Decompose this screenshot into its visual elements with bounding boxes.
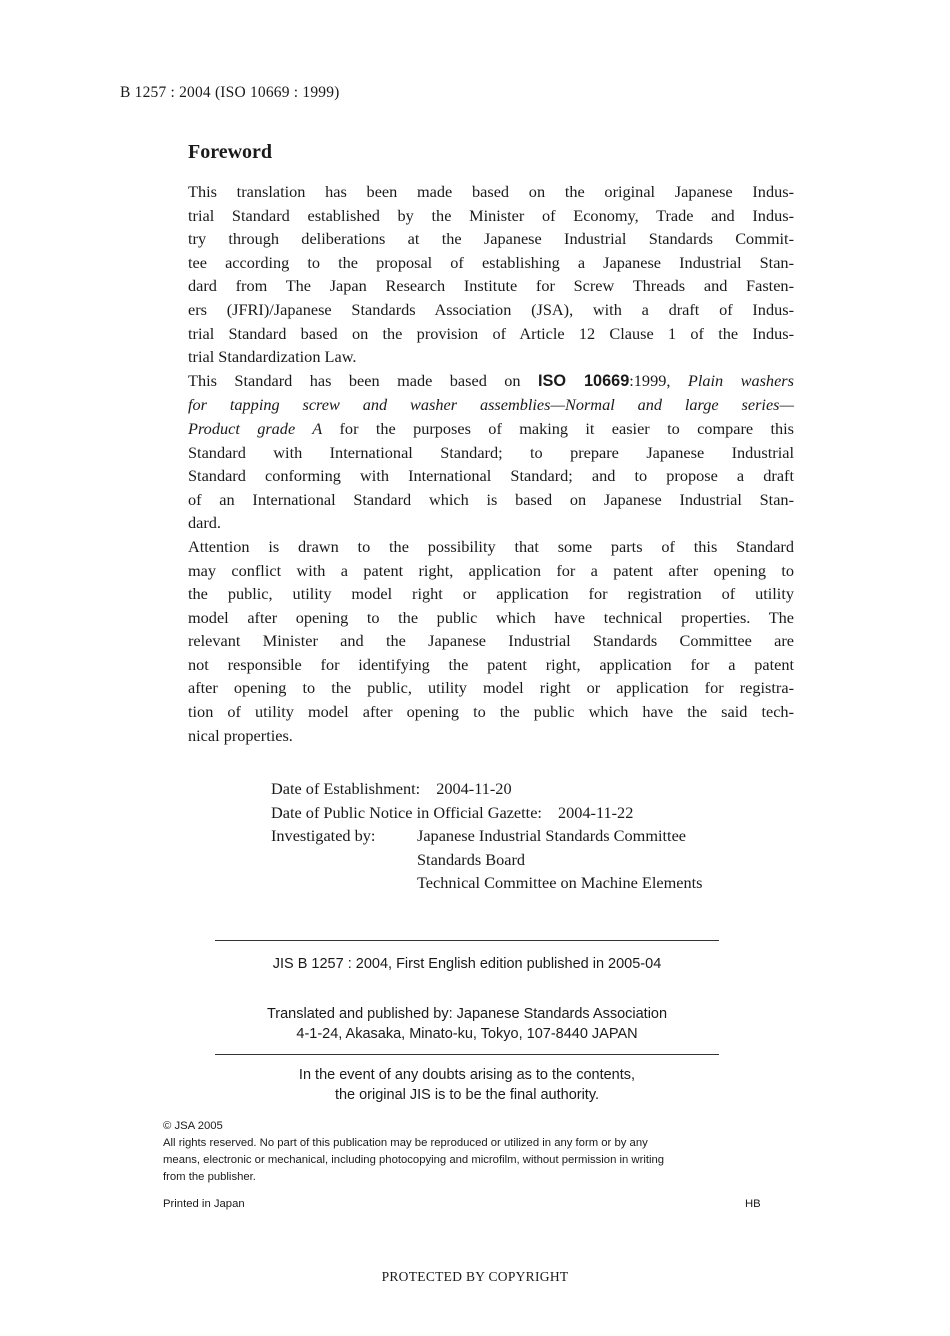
text-line: This translation has been made based on the original Japanese Indus- [188,182,794,201]
standard-title-italic: Product grade A [188,418,323,438]
standard-title-italic: Plain washers [687,370,794,390]
text-line: may conflict with a patent right, application for a patent after opening to [188,560,794,580]
text-line: trial Standard established by the Minister of Economy, Trade and Indus- [188,205,794,225]
text-run: :1999, [629,370,688,390]
authority-note [215,1065,719,1105]
text-line: of an International Standard which is based on Japanese Industrial Stan- [188,489,794,509]
dates-block [271,777,703,895]
text-line: relevant Minister and the Japanese Industrial Standards Committee are [188,631,794,651]
divider-bottom [215,1054,719,1055]
publisher-info [215,1004,719,1044]
text-line [188,369,794,394]
investigated-bodies [417,824,703,895]
text-line: after opening to the public, utility model right or application for registra- [188,678,794,698]
copyright-footer: PROTECTED BY COPYRIGHT [381,1269,569,1284]
authority-line: the original JIS is to be the final authority. [334,1087,600,1103]
printed-in: Printed in Japan [163,1198,245,1210]
text-line: dard. [188,513,221,533]
copyright-notice [163,1118,773,1186]
rights-line: means, electronic or mechanical, including photocopying and microfilm, without permission in writing [163,1154,665,1166]
text-line [188,417,794,441]
copyright-symbol-line: © JSA 2005 [163,1120,223,1132]
establishment-row [271,777,703,801]
text-line: trial Standard based on the provision of Article 12 Clause 1 of the Indus- [188,323,794,343]
investigated-row [271,824,703,895]
text-line: Attention is drawn to the possibility that some parts of this Standard [188,536,794,556]
publisher-address: 4-1-24, Akasaka, Minato-ku, Tokyo, 107-8440 JAPAN [296,1026,638,1042]
text-line: Standard with International Standard; to prepare Japanese Industrial [188,442,794,462]
establishment-date: 2004-11-20 [436,779,512,798]
gazette-label: Date of Public Notice in Official Gazette: [271,802,542,822]
publisher-line: Translated and published by: Japanese Standards Association [266,1006,668,1022]
standard-title-italic: for tapping screw and washer assemblies—Normal and large series— [188,395,794,415]
iso-reference: ISO 10669 [538,371,630,390]
rights-line: from the publisher. [163,1171,256,1183]
text-run: This Standard has been made based on [188,370,539,390]
gazette-date: 2004-11-22 [557,802,634,822]
investigated-body: Japanese Industrial Standards Committee [417,826,687,846]
establishment-label: Date of Establishment: [271,779,421,798]
investigated-body: Technical Committee on Machine Elements [417,873,703,893]
paragraph-iso-basis [188,369,794,535]
rights-line: All rights reserved. No part of this publication may be reproduced or utilized in any form or by any [163,1137,648,1149]
print-code: HB [745,1198,761,1210]
investigated-body: Standards Board [417,849,526,869]
foreword-body [188,180,794,747]
investigated-label: Investigated by: [271,826,376,846]
text-line: model after opening to the public which have technical properties. The [188,607,794,627]
text-line: dard from The Japan Research Institute for Screw Threads and Fasten- [188,276,794,296]
text-line: Standard conforming with International Standard; and to propose a draft [188,466,794,486]
document-header: B 1257 : 2004 (ISO 10669 : 1999) [120,84,340,101]
text-line: tee according to the proposal of establishing a Japanese Industrial Stan- [188,252,794,272]
text-line: nical properties. [188,725,293,745]
text-line [188,393,794,417]
paragraph-patent-notice [188,535,794,747]
edition-note: JIS B 1257 : 2004, First English edition published in 2005-04 [272,956,662,972]
divider-top [215,940,719,941]
text-line: try through deliberations at the Japanese Industrial Standards Commit- [188,229,794,249]
text-line: the public, utility model right or application for registration of utility [188,584,794,604]
gazette-row [271,801,703,825]
text-line: trial Standardization Law. [188,347,357,367]
authority-line: In the event of any doubts arising as to the contents, [298,1067,636,1083]
text-line: tion of utility model after opening to the public which have the said tech- [188,702,794,722]
text-run: for the purposes of making it easier to compare this [322,418,794,438]
foreword-title: Foreword [188,141,273,163]
text-line: ers (JFRI)/Japanese Standards Association (JSA), with a draft of Indus- [188,299,794,319]
paragraph-translation-basis [188,180,794,369]
text-line: not responsible for identifying the patent right, application for a patent [188,654,794,674]
